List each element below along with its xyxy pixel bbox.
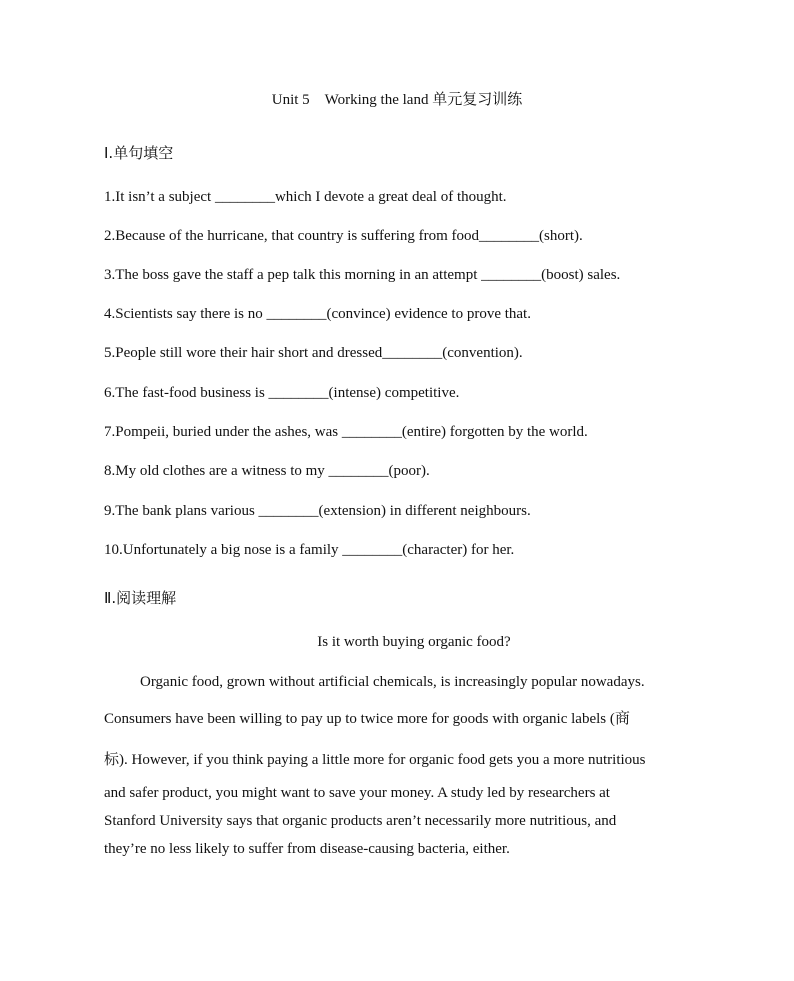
question-1: 1.It isn’t a subject ________which I devote a great deal of thought. (104, 189, 507, 205)
question-4: 4.Scientists say there is no ________(convince) evidence to prove that. (104, 306, 531, 322)
section-heading-fill-in: Ⅰ.单句填空 (104, 144, 174, 162)
question-9: 9.The bank plans various ________(extension) in different neighbours. (104, 503, 531, 519)
question-6: 6.The fast-food business is ________(intense) competitive. (104, 385, 460, 401)
reading-title: Is it worth buying organic food? (317, 634, 511, 650)
reading-line-3: 标). However, if you think paying a little more for organic food gets you a more nutritious (104, 752, 646, 768)
reading-line-2: Consumers have been willing to pay up to twice more for goods with organic labels (商 (104, 711, 630, 727)
question-7: 7.Pompeii, buried under the ashes, was ________(entire) forgotten by the world. (104, 424, 588, 440)
reading-line-6: they’re no less likely to suffer from disease-causing bacteria, either. (104, 841, 510, 857)
question-10: 10.Unfortunately a big nose is a family ________(character) for her. (104, 542, 515, 558)
question-8: 8.My old clothes are a witness to my ________(poor). (104, 463, 430, 479)
question-5: 5.People still wore their hair short and dressed________(convention). (104, 345, 523, 361)
reading-line-1: Organic food, grown without artificial chemicals, is increasingly popular nowadays. (140, 674, 645, 690)
section-heading-reading: Ⅱ.阅读理解 (104, 589, 177, 607)
question-2: 2.Because of the hurricane, that country is suffering from food________(short). (104, 228, 583, 244)
page-title: Unit 5 Working the land 单元复习训练 (271, 92, 523, 108)
reading-line-5: Stanford University says that organic products aren’t necessarily more nutritious, and (104, 813, 617, 829)
question-3: 3.The boss gave the staff a pep talk this morning in an attempt ________(boost) sales. (104, 267, 621, 283)
reading-line-4: and safer product, you might want to save your money. A study led by researchers at (104, 785, 610, 801)
